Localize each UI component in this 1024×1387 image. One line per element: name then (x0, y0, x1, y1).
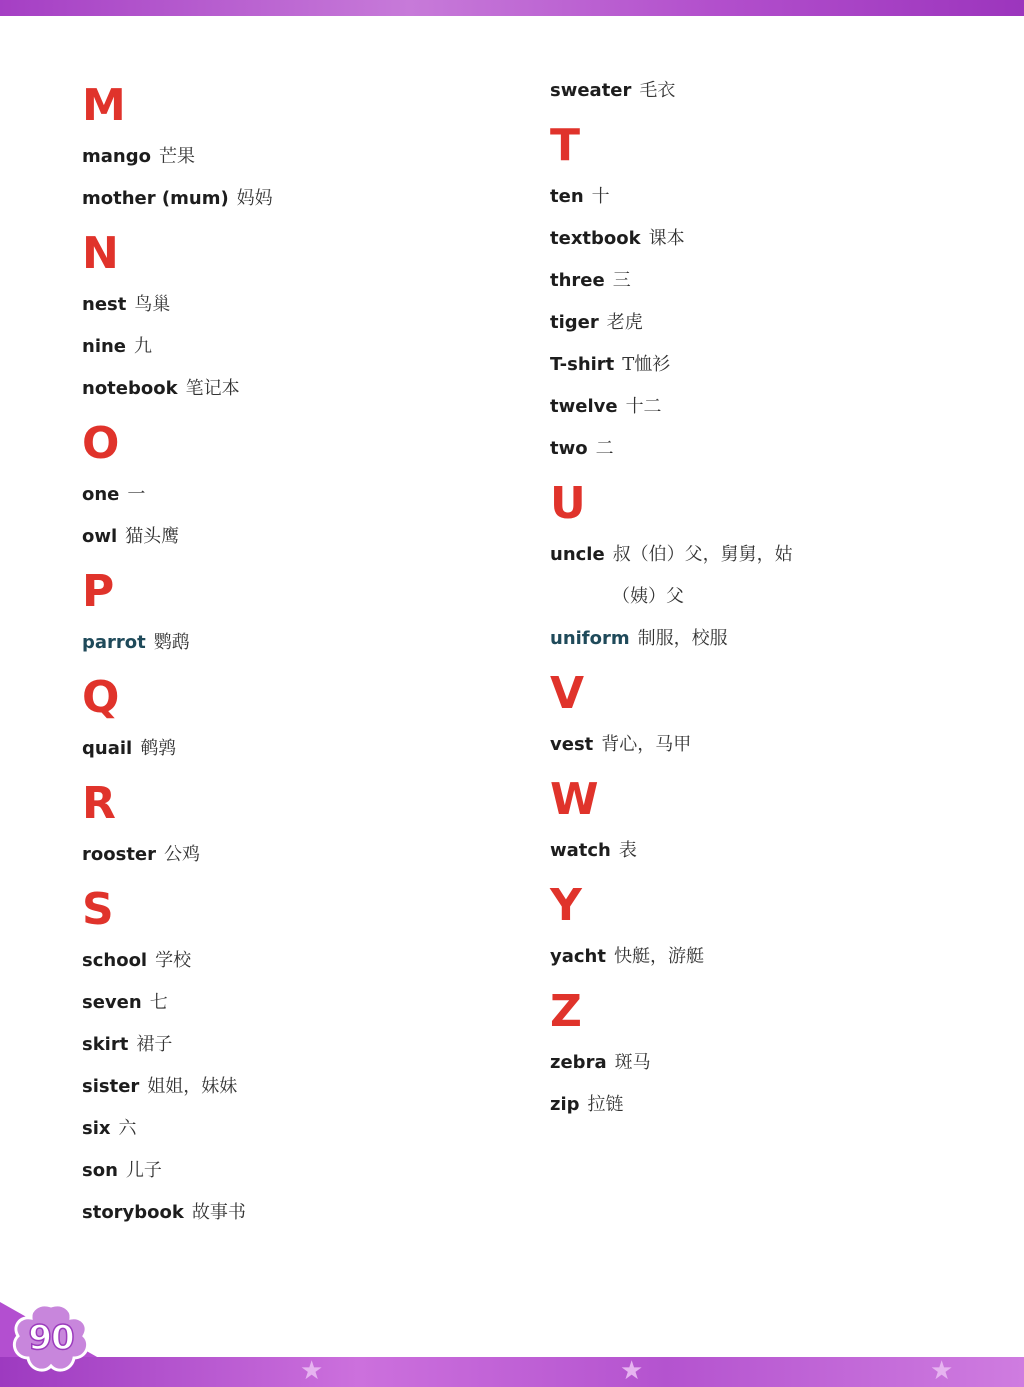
chinese-translation: 猫头鹰 (125, 526, 180, 547)
english-word: skirt (82, 1034, 129, 1055)
english-word: notebook (82, 378, 178, 399)
section-letter-n: N (82, 228, 119, 279)
english-word: son (82, 1160, 118, 1181)
chinese-translation: 故事书 (191, 1202, 246, 1223)
right-column (550, 70, 990, 1126)
chinese-translation: 芒果 (158, 146, 195, 167)
chinese-translation: 毛衣 (639, 80, 676, 101)
chinese-translation: 六 (118, 1118, 137, 1139)
section-letter-q: Q (82, 672, 120, 723)
english-word: mother (mum) (82, 188, 229, 209)
chinese-translation: 二 (595, 438, 614, 459)
chinese-translation: 鹦鹉 (153, 632, 190, 653)
word-entry (82, 1108, 522, 1150)
chinese-translation: 表 (618, 840, 637, 861)
english-word: T-shirt (550, 354, 615, 375)
word-entry (550, 260, 990, 302)
word-entry (82, 834, 522, 876)
word-entry (82, 1024, 522, 1066)
star-icon: ★ (930, 1356, 954, 1386)
word-entry (82, 136, 522, 178)
word-entry (550, 176, 990, 218)
english-word: one (82, 484, 120, 505)
section-letter-v: V (550, 668, 585, 719)
chinese-translation: 十二 (625, 396, 662, 417)
chinese-translation: 裙子 (136, 1034, 173, 1055)
english-word: zip (550, 1094, 580, 1115)
english-word: two (550, 438, 588, 459)
chinese-translation: 十 (591, 186, 610, 207)
chinese-translation: 鹌鹑 (140, 738, 177, 759)
word-entry (550, 830, 990, 872)
english-word: vest (550, 734, 594, 755)
word-entry (82, 284, 522, 326)
word-entry (550, 218, 990, 260)
word-entry (82, 368, 522, 410)
english-word: sister (82, 1076, 140, 1097)
chinese-translation: T恤衫 (622, 354, 671, 375)
english-word: seven (82, 992, 142, 1013)
word-entry (82, 622, 522, 664)
english-word: nine (82, 336, 127, 357)
section-letter-t: T (550, 120, 581, 171)
english-word: nest (82, 294, 127, 315)
english-word: textbook (550, 228, 641, 249)
english-word: uncle (550, 544, 605, 565)
section-letter-s: S (82, 884, 114, 935)
chinese-translation-continued: （姨）父 (612, 586, 684, 607)
word-entry (550, 936, 990, 978)
word-entry (550, 344, 990, 386)
english-word: uniform (550, 628, 630, 649)
word-entry (550, 428, 990, 470)
chinese-translation: 制服，校服 (637, 628, 728, 649)
english-word: quail (82, 738, 133, 759)
chinese-translation: 妈妈 (236, 188, 273, 209)
word-entry (82, 516, 522, 558)
english-word: watch (550, 840, 611, 861)
section-letter-z: Z (550, 986, 582, 1037)
star-icon: ★ (300, 1356, 324, 1386)
chinese-translation: 三 (612, 270, 631, 291)
chinese-translation: 老虎 (606, 312, 643, 333)
word-entry (82, 1066, 522, 1108)
english-word: school (82, 950, 148, 971)
star-icon: ★ (620, 1356, 644, 1386)
chinese-translation: 学校 (155, 950, 192, 971)
chinese-translation: 公鸡 (164, 844, 201, 865)
word-entry (550, 1042, 990, 1084)
word-entry (550, 1084, 990, 1126)
word-entry (550, 302, 990, 344)
word-entry (82, 178, 522, 220)
section-letter-o: O (82, 418, 120, 469)
word-entry (82, 326, 522, 368)
chinese-translation: 九 (134, 336, 153, 357)
chinese-translation: 叔（伯）父，舅舅，姑 (612, 544, 793, 565)
word-entry (82, 1150, 522, 1192)
left-column (82, 72, 522, 1234)
english-word: ten (550, 186, 584, 207)
section-letter-y: Y (550, 880, 582, 931)
english-word: storybook (82, 1202, 184, 1223)
section-letter-r: R (82, 778, 116, 829)
word-entry (82, 728, 522, 770)
chinese-translation: 鸟巢 (134, 294, 171, 315)
english-word: mango (82, 146, 151, 167)
chinese-translation: 一 (127, 484, 146, 505)
chinese-translation: 笔记本 (185, 378, 240, 399)
word-entry (550, 70, 990, 112)
chinese-translation: 背心，马甲 (601, 734, 692, 755)
english-word: three (550, 270, 605, 291)
chinese-translation: 儿子 (125, 1160, 162, 1181)
chinese-translation: 快艇，游艇 (613, 946, 704, 967)
english-word: six (82, 1118, 111, 1139)
word-entry (550, 534, 990, 618)
chinese-translation: 七 (149, 992, 168, 1013)
section-letter-p: P (82, 566, 115, 617)
chinese-translation: 姐姐，妹妹 (147, 1076, 238, 1097)
english-word: parrot (82, 632, 146, 653)
top-decorative-band (0, 0, 1024, 16)
word-entry (82, 1192, 522, 1234)
english-word: tiger (550, 312, 599, 333)
page-number: 90 (28, 1318, 74, 1358)
english-word: sweater (550, 80, 632, 101)
word-entry (550, 618, 990, 660)
english-word: yacht (550, 946, 606, 967)
bottom-decorative-band (0, 1357, 1024, 1387)
word-entry (550, 386, 990, 428)
chinese-translation: 课本 (648, 228, 685, 249)
section-letter-w: W (550, 774, 599, 825)
section-letter-m: M (82, 80, 126, 131)
word-entry (82, 982, 522, 1024)
english-word: owl (82, 526, 118, 547)
page-number-badge (8, 1300, 94, 1376)
chinese-translation: 拉链 (587, 1094, 624, 1115)
english-word: twelve (550, 396, 618, 417)
section-letter-u: U (550, 478, 586, 529)
english-word: zebra (550, 1052, 607, 1073)
word-entry (82, 940, 522, 982)
chinese-translation: 斑马 (614, 1052, 651, 1073)
word-entry (550, 724, 990, 766)
word-entry (82, 474, 522, 516)
english-word: rooster (82, 844, 157, 865)
